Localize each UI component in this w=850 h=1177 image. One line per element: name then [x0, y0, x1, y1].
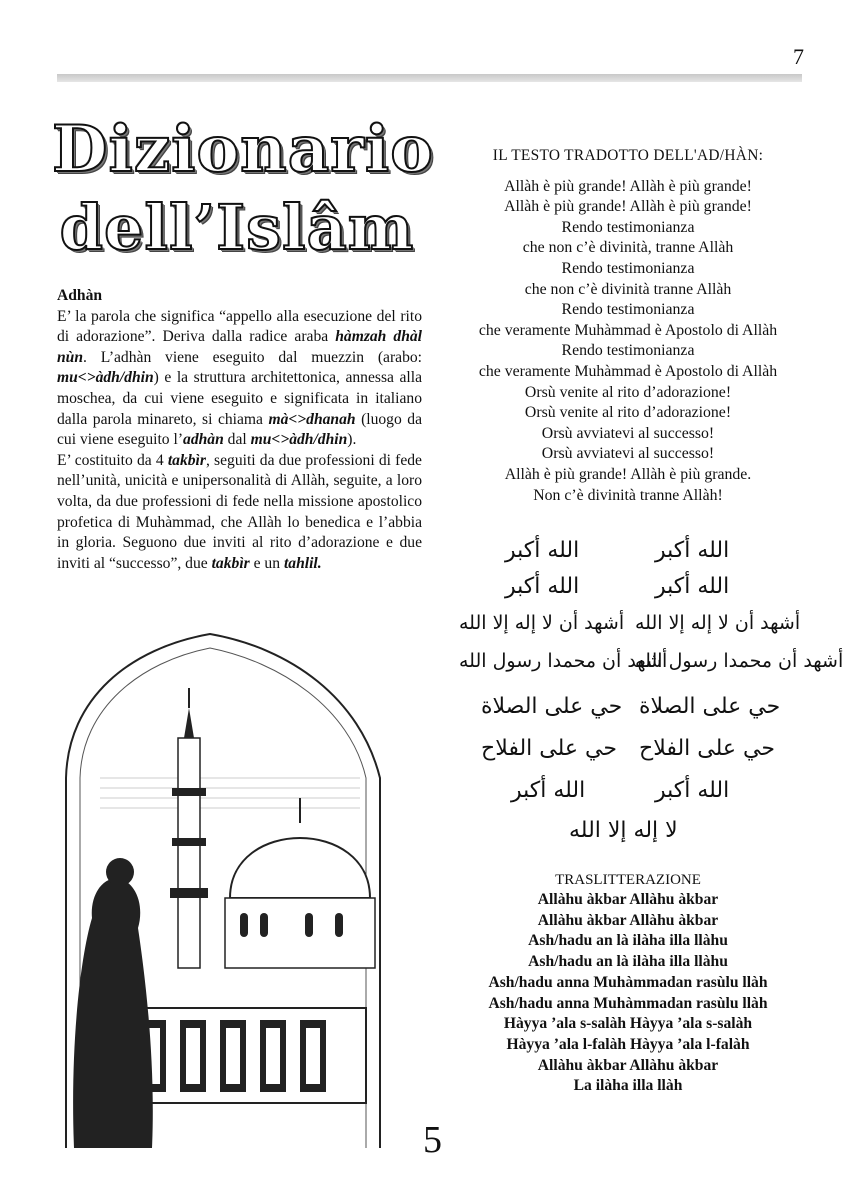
- title-line-2: dell’Islâm: [59, 191, 415, 264]
- translation-line: Rendo testimonianza: [561, 342, 695, 360]
- translation-line: Rendo testimonianza: [561, 301, 695, 319]
- transliteration-line: Ash/hadu an là ilàha illa llàhu: [528, 953, 728, 971]
- arabic-line: الله أكبر: [505, 574, 580, 599]
- arabic-line: لا إله إلا الله: [569, 818, 678, 843]
- transliteration-line: La ilàha illa llàh: [573, 1077, 683, 1095]
- translation-line: che veramente Muhàmmad è Apostolo di Allàh: [478, 362, 778, 380]
- title-line-1: Dizionario: [52, 112, 434, 187]
- arabic-line: حي على الفلاح: [481, 736, 617, 761]
- arabic-line: حي على الصلاة: [639, 694, 781, 719]
- translation-line: Allàh è più grande! Allàh è più grande.: [504, 465, 752, 483]
- arabic-line: أشهد أن لا إله إلا الله: [635, 612, 801, 634]
- translation-line: Allàh è più grande! Allàh è più grande!: [504, 177, 752, 195]
- arabic-term: tahlil.: [283, 554, 322, 572]
- translation-line: che veramente Muhàmmad è Apostolo di Allàh: [478, 321, 778, 339]
- arabic-line: حي على الصلاة: [481, 694, 623, 719]
- top-page-number: 7: [793, 44, 804, 69]
- arabic-line: الله أكبر: [511, 778, 586, 803]
- arabic-term: mu<>àdh/dhin: [57, 369, 154, 387]
- arabic-line: الله أكبر: [655, 538, 730, 563]
- translation-line: Non c’è divinità tranne Allàh!: [533, 486, 723, 504]
- transliteration-line: Allàhu àkbar Allàhu àkbar: [537, 911, 719, 929]
- entry-text: ).: [347, 431, 357, 449]
- arabic-term: adhàn: [183, 431, 224, 449]
- translation-line: Orsù venite al rito d’adorazione!: [524, 404, 732, 422]
- arabic-term: takbìr: [211, 554, 250, 572]
- arabic-line: الله أكبر: [655, 778, 730, 803]
- entry-headword: Adhàn: [57, 287, 103, 304]
- mosque-illustration: [60, 628, 432, 1148]
- translation-line: Rendo testimonianza: [561, 218, 695, 236]
- arabic-line: حي على الفلاح: [639, 736, 775, 761]
- translation-line: che non c’è divinità tranne Allàh: [524, 280, 732, 298]
- entry-paragraph-2: [57, 451, 422, 575]
- entry-text: ) e la struttura architettonica, annessa alla moschea, da cui viene eseguito e significata in italiano dalla parola minareto, si chiama: [57, 369, 422, 428]
- transliteration-line: Allàhu àkbar Allàhu àkbar: [537, 891, 719, 908]
- transliteration-heading: TRASLITTERAZIONE: [555, 872, 701, 888]
- arabic-term: takbìr: [167, 451, 206, 469]
- translation-line: Orsù avviatevi al successo!: [541, 445, 715, 463]
- transliteration-section: [458, 870, 798, 1097]
- entry-text: . L’adhàn viene eseguito dal muezzin (arabo:: [83, 348, 422, 366]
- translation-heading: IL TESTO TRADOTTO DELL'AD/HÀN:: [492, 147, 764, 164]
- entry-paragraph-1: [57, 307, 422, 451]
- arabic-term: mu<>àdh/dhin: [250, 431, 348, 449]
- arabic-line: أشهد أن محمدا رسول الله: [459, 650, 668, 672]
- arabic-line: الله أكبر: [655, 574, 730, 599]
- arabic-calligraphy: [455, 528, 844, 848]
- dictionary-title: [52, 112, 434, 277]
- entry-column: [57, 286, 422, 574]
- arabic-term: hàmzah dhàl nùn: [57, 328, 423, 366]
- transliteration-line: Allàhu àkbar Allàhu àkbar: [537, 1056, 719, 1074]
- bottom-page-number: 5: [423, 1119, 442, 1161]
- arabic-term: mà<>dhanah: [268, 410, 356, 428]
- entry-text: , seguiti da due professioni di fede nell’unità, unicità e unipersonalità di Allàh, seguite, a loro volta, da due professioni di fede nella missione apostolico profetica di Muhàmmad, che Allàh lo benedica e l’abbia in gloria. Seguono due inviti al rito d’adorazione e due inviti al “successo”, due: [57, 451, 422, 572]
- entry-text: (luogo da cui viene eseguito l’: [57, 410, 422, 449]
- transliteration-line: Ash/hadu anna Muhàmmadan rasùlu llàh: [488, 973, 768, 991]
- header-rule: [57, 74, 802, 82]
- entry-text: e un: [249, 554, 284, 572]
- arabic-line: أشهد أن محمدا رسول الله: [635, 650, 844, 672]
- transliteration-line: Ash/hadu an là ilàha illa llàhu: [528, 932, 728, 950]
- transliteration-line: Hàyya ’ala s-salàh Hàyya ’ala s-salàh: [503, 1015, 753, 1033]
- translation-line: Orsù avviatevi al successo!: [541, 424, 715, 442]
- entry-text: E’ la parola che significa “appello alla esecuzione del rito di adorazione”. Deriva dalla radice araba: [57, 307, 422, 346]
- translation-line: Allàh è più grande! Allàh è più grande!: [504, 198, 752, 216]
- entry-text: E’ costituito da 4: [57, 451, 168, 469]
- translation-line: Rendo testimonianza: [561, 259, 695, 277]
- arabic-line: الله أكبر: [505, 538, 580, 563]
- translation-line: che non c’è divinità, tranne Allàh: [522, 239, 734, 257]
- arabic-line: أشهد أن لا إله إلا الله: [459, 612, 625, 634]
- transliteration-line: Hàyya ’ala l-falàh Hàyya ’ala l-falàh: [506, 1035, 750, 1053]
- entry-text: dal: [223, 431, 251, 449]
- transliteration-line: Ash/hadu anna Muhàmmadan rasùlu llàh: [488, 994, 768, 1012]
- translation-line: Orsù venite al rito d’adorazione!: [524, 383, 732, 401]
- translation-column: [458, 146, 798, 506]
